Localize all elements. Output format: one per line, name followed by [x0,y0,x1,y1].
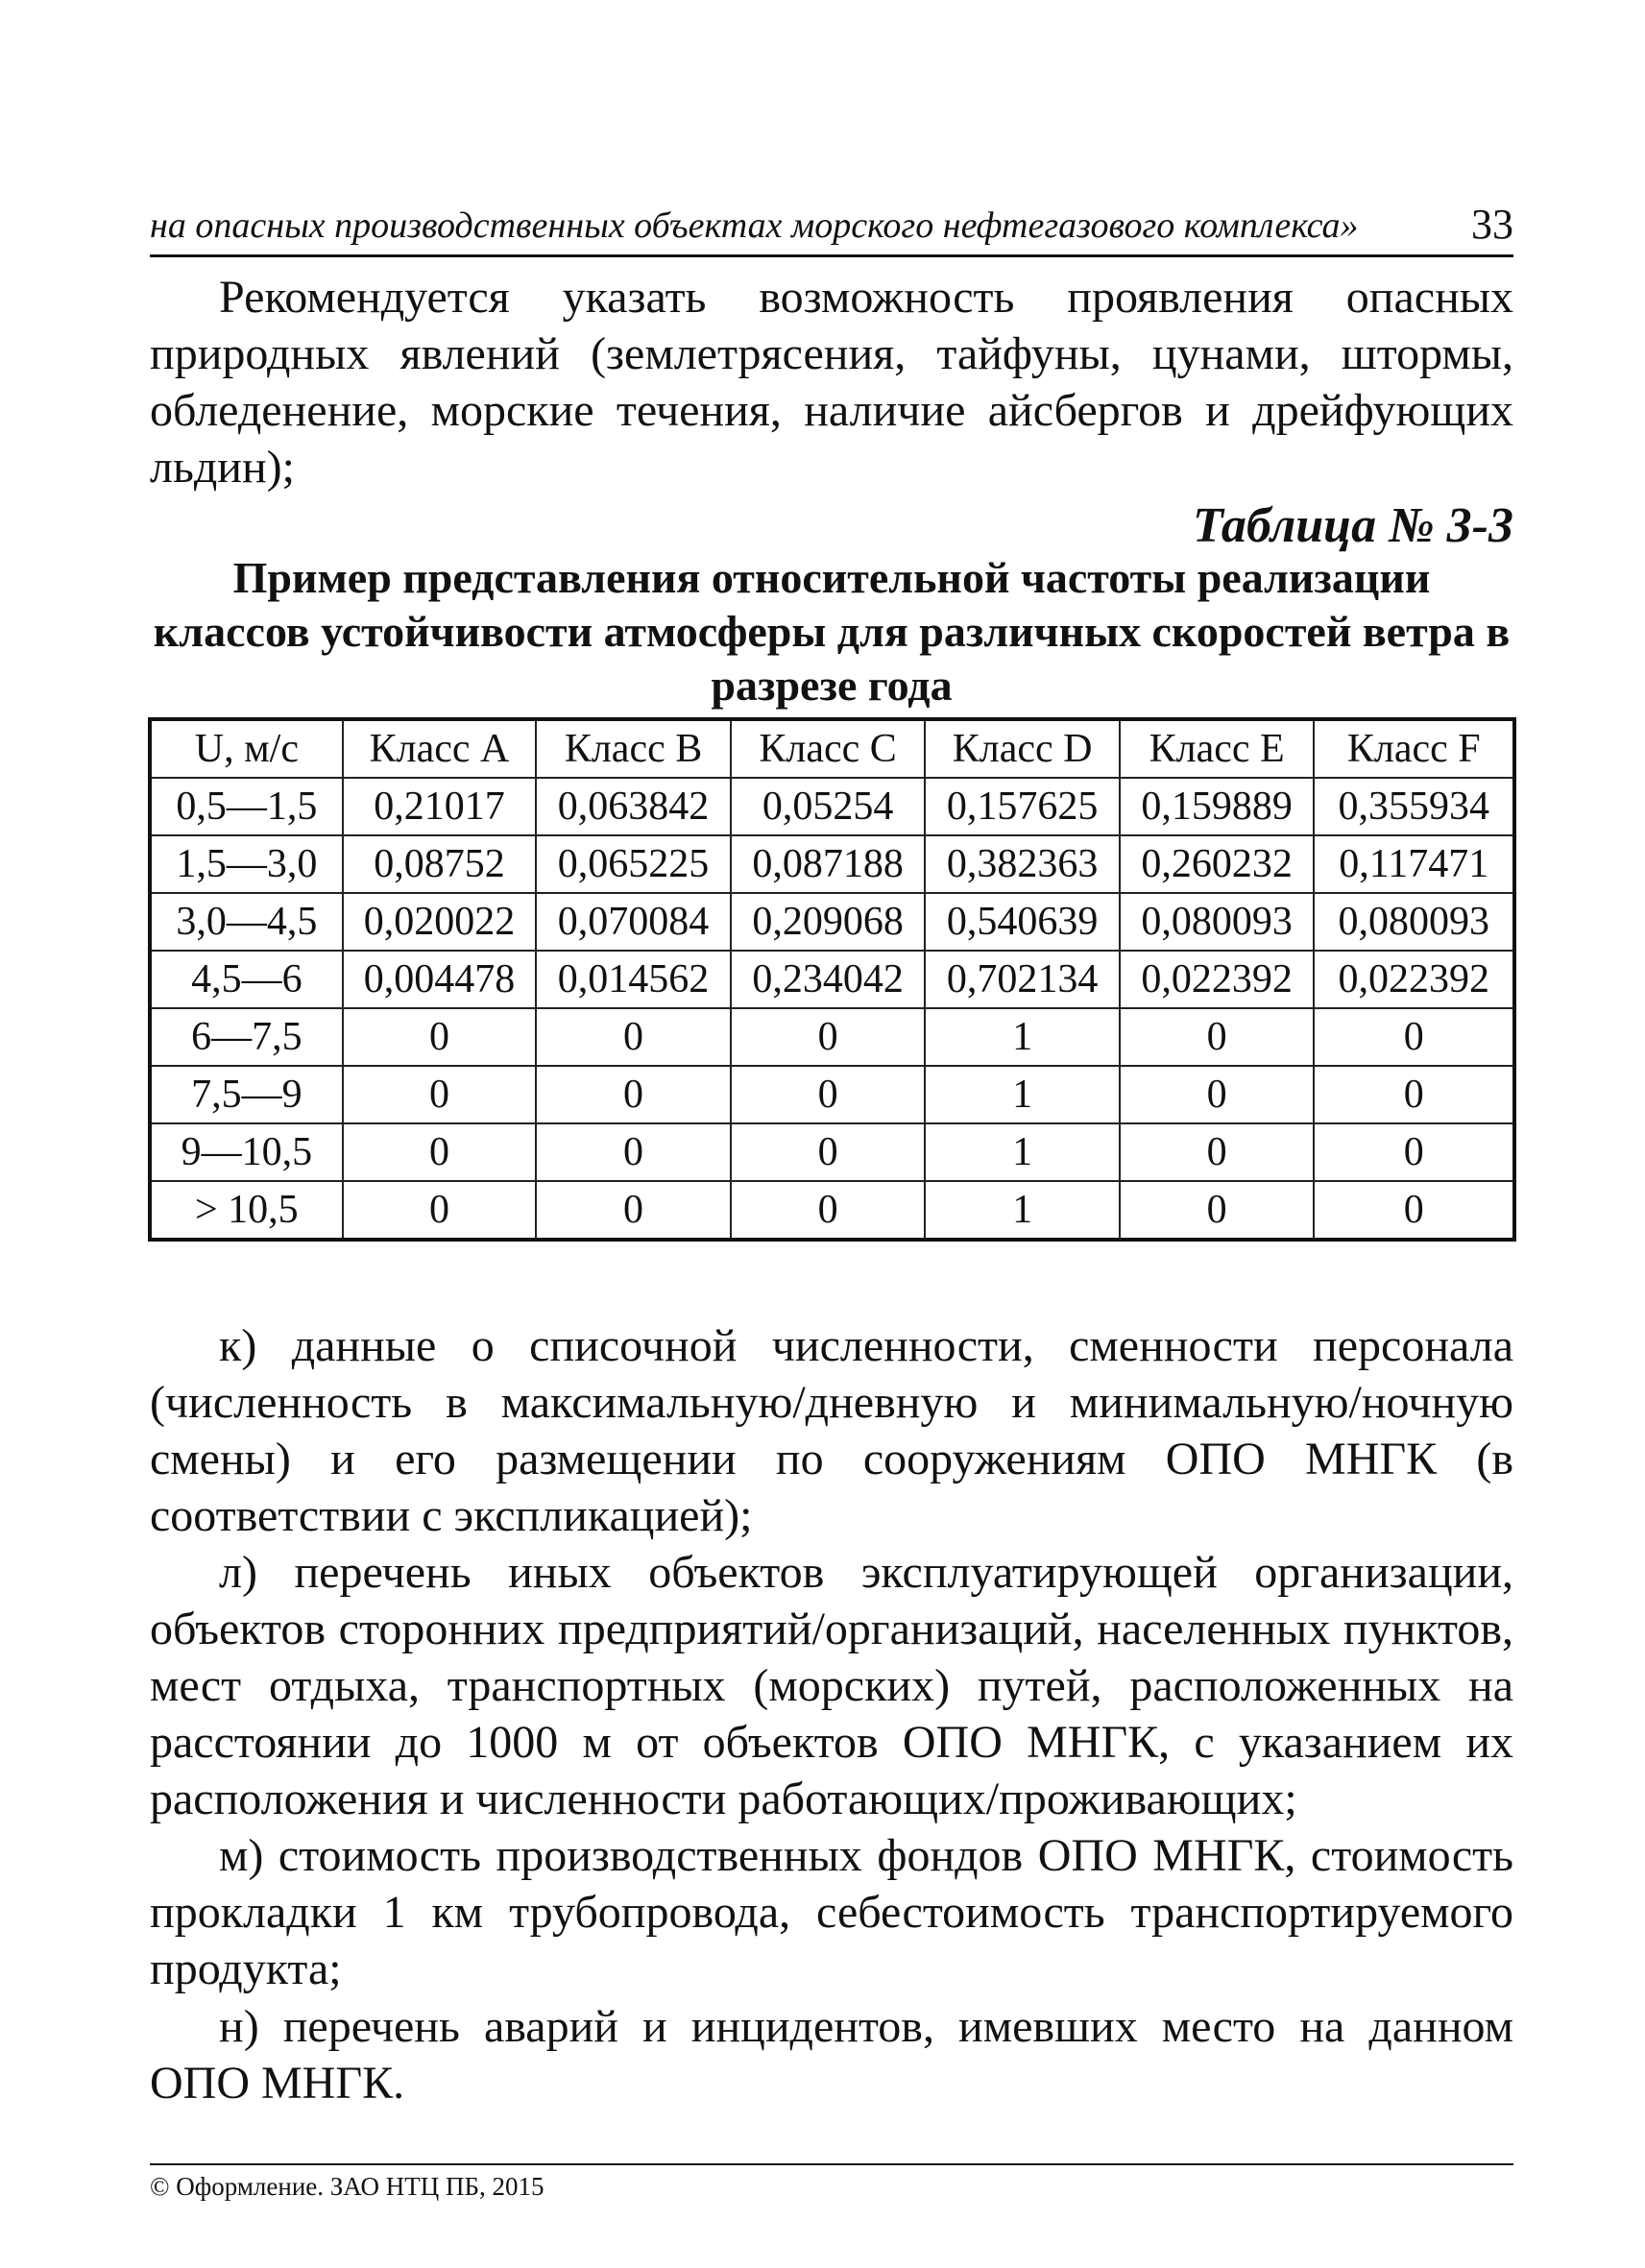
table-cell: 0 [1314,1008,1514,1066]
table-cell: 7,5—9 [150,1066,343,1123]
table-cell: 0 [1120,1181,1315,1240]
header-cell: Класс D [925,719,1120,778]
header-cell: Класс B [536,719,731,778]
table-cell: 0,159889 [1120,778,1315,835]
table-cell: 0,087188 [731,835,926,893]
table-cell: 0,070084 [536,893,731,951]
table-cell: 9—10,5 [150,1123,343,1181]
table-cell: 0,014562 [536,951,731,1008]
list-item-l: л) перечень иных объектов эксплуатирующей организации, объектов сторонних предприятий/организаций, населенных пунктов, мест отдыха, транспортных (морских) путей, расположенных на расстоянии до 1000 м от объектов ОПО МНГК, с указанием их расположения и численности работающих/проживающих; [150,1547,1513,1824]
table-number: Таблица № 3-3 [1193,498,1513,553]
table-header-row [150,719,1514,778]
table-cell: 0 [1314,1066,1514,1123]
table-cell: 1,5—3,0 [150,835,343,893]
table-cell: 0,080093 [1120,893,1315,951]
table-cell: 0 [1120,1066,1315,1123]
table-cell: 0,022392 [1120,951,1315,1008]
table-cell: 0,05254 [731,778,926,835]
table-cell: 1 [925,1181,1120,1240]
table-cell: 6—7,5 [150,1008,343,1066]
table-cell: 0 [536,1066,731,1123]
table-cell: 0 [536,1008,731,1066]
table-row [150,1066,1514,1123]
table-row [150,893,1514,951]
table-cell: 0,08752 [343,835,537,893]
table-cell: 1 [925,1066,1120,1123]
table-cell: 0 [536,1123,731,1181]
header-cell: U, м/с [150,719,343,778]
table-cell: 0,21017 [343,778,537,835]
table-cell: 0,004478 [343,951,537,1008]
table-cell: 0,065225 [536,835,731,893]
table-cell: 0 [343,1181,537,1240]
table-cell: 0,355934 [1314,778,1514,835]
table-row [150,1181,1514,1240]
table-cell: 4,5—6 [150,951,343,1008]
table-cell: 0 [343,1008,537,1066]
footer-rule [150,2163,1513,2165]
table-cell: 1 [925,1008,1120,1066]
header-cell: Класс F [1314,719,1514,778]
table-cell: 0,234042 [731,951,926,1008]
list-item-n: н) перечень аварий и инцидентов, имевших место на данном ОПО МНГК. [150,2001,1513,2109]
table-cell: 3,0—4,5 [150,893,343,951]
footer-copyright: © Оформление. ЗАО НТЦ ПБ, 2015 [150,2172,544,2201]
table-cell: 0,157625 [925,778,1120,835]
table-cell: 0 [731,1181,926,1240]
table-cell: 0,020022 [343,893,537,951]
table-cell: 0,063842 [536,778,731,835]
table-row [150,1123,1514,1181]
header-cell: Класс E [1120,719,1315,778]
table-cell: 0,022392 [1314,951,1514,1008]
table-cell: 0,702134 [925,951,1120,1008]
table-cell: 0,540639 [925,893,1120,951]
table-cell: 0,117471 [1314,835,1514,893]
list-item-m: м) стоимость производственных фондов ОПО МНГК, стоимость прокладки 1 км трубопровода, себестоимость транспортируемого продукта; [150,1830,1513,1994]
running-header [150,197,1513,257]
table-cell: 0,209068 [731,893,926,951]
table-row [150,778,1514,835]
header-cell: Класс C [731,719,926,778]
running-title: на опасных производственных объектах морского нефтегазового комплекса» [150,205,1359,246]
table-cell: 0 [1314,1181,1514,1240]
table-cell: 0 [536,1181,731,1240]
stability-class-table [148,717,1516,1242]
table-cell: 0 [343,1066,537,1123]
table-cell: 0 [1120,1123,1315,1181]
table-cell: 1 [925,1123,1120,1181]
table-caption: Пример представления относительной частоты реализации классов устойчивости атмосферы для различных скоростей ветра в разрезе года [153,553,1511,710]
table-cell: 0 [1314,1123,1514,1181]
table-cell: 0,080093 [1314,893,1514,951]
intro-paragraph: Рекомендуется указать возможность проявления опасных природных явлений (землетрясения, тайфуны, цунами, штормы, обледенение, морские течения, наличие айсбергов и дрейфующих льдин); [150,272,1513,493]
table-cell: 0 [731,1066,926,1123]
table-cell: 0 [731,1008,926,1066]
table-row [150,951,1514,1008]
page-number: 33 [1471,201,1513,248]
table-cell: 0,5—1,5 [150,778,343,835]
table-row [150,835,1514,893]
table-row [150,1008,1514,1066]
table-cell: > 10,5 [150,1181,343,1240]
table-cell: 0,260232 [1120,835,1315,893]
table-cell: 0 [1120,1008,1315,1066]
list-item-k: к) данные о списочной численности, сменности персонала (численность в максимальную/дневную и минимальную/ночную смены) и его размещении по сооружениям ОПО МНГК (в соответствии с экспликацией); [150,1320,1513,1541]
table-cell: 0,382363 [925,835,1120,893]
table-cell: 0 [343,1123,537,1181]
table-cell: 0 [731,1123,926,1181]
header-cell: Класс A [343,719,537,778]
